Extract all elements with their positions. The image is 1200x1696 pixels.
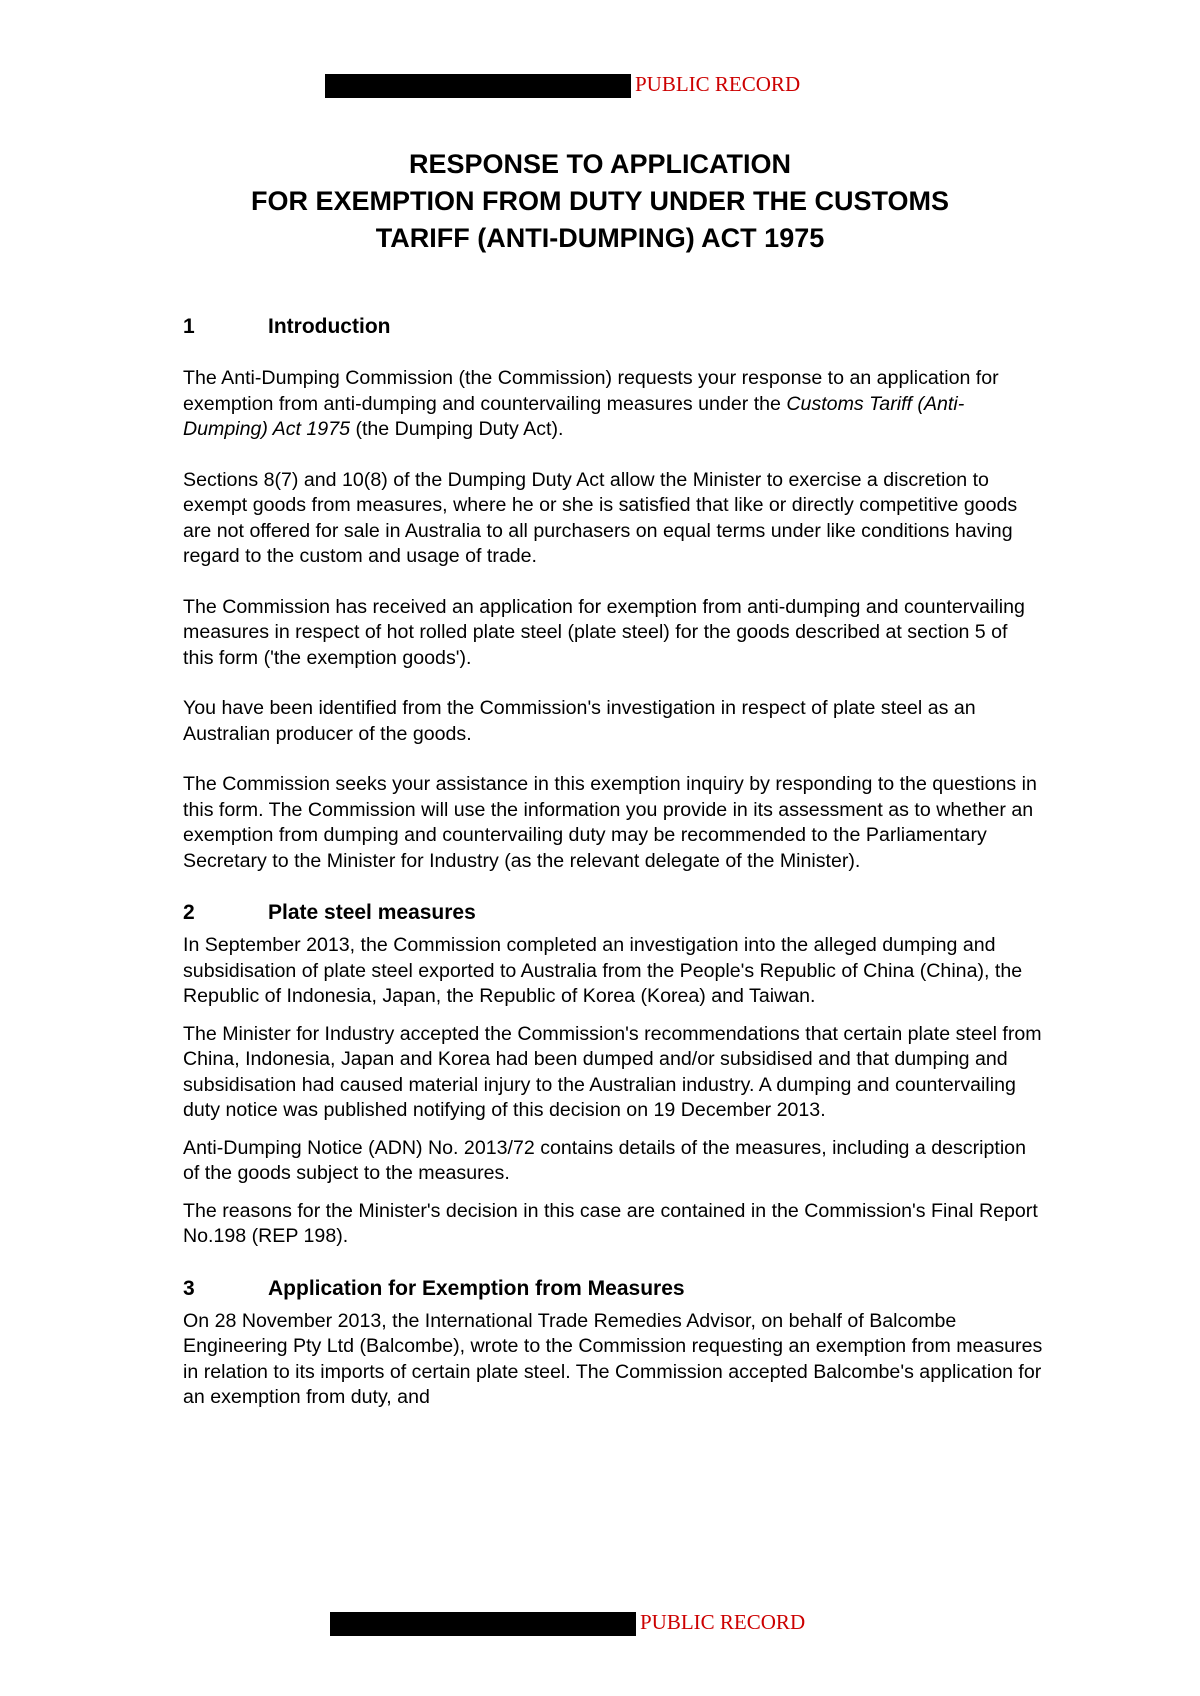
public-record-label: PUBLIC RECORD [640, 1610, 806, 1634]
section-number: 2 [183, 901, 195, 924]
paragraph-text: (the Dumping Duty Act). [350, 418, 564, 440]
document-body [183, 313, 1043, 1436]
paragraph: The Commission has received an application for exemption from anti-dumping and countervailing measures in respect of hot rolled plate steel (plate steel) for the goods described at section 5 of this form ('the exemption goods'). [183, 595, 1025, 669]
title-line-1: RESPONSE TO APPLICATION [408, 149, 792, 179]
footer-marking [0, 1606, 1200, 1636]
paragraph: Sections 8(7) and 10(8) of the Dumping Duty Act allow the Minister to exercise a discretion to exempt goods from measures, where he or she is satisfied that like or directly competitive goods are not offered for sale in Australia to all purchasers on equal terms under like conditions having regard to the custom and usage of trade. [183, 468, 1018, 567]
act-name-italic: Customs Tariff (Anti-Dumping) Act 1975 [183, 392, 965, 440]
paragraph: On 28 November 2013, the International Trade Remedies Advisor, on behalf of Balcombe Engineering Pty Ltd (Balcombe), wrote to the Commission requesting an exemption from measures in relation to its imports of certain plate steel. The Commission accepted Balcombe's application for an exemption from duty, and [183, 1309, 1043, 1408]
paragraph: The reasons for the Minister's decision in this case are contained in the Commission's Final Report No.198 (REP 198). [183, 1199, 1038, 1247]
section-heading-plate-steel-measures [183, 899, 1043, 927]
redaction-block [330, 1612, 636, 1636]
paragraph: The Commission seeks your assistance in this exemption inquiry by responding to the questions in this form. The Commission will use the information you provide in its assessment as to whether an exemption from dumping and countervailing duty may be recommended to the Parliamentary Secretary to the Minister for Industry (as the relevant delegate of the Minister). [183, 773, 1037, 872]
document-title [160, 146, 1040, 257]
title-line-3: TARIFF (ANTI-DUMPING) ACT 1975 [375, 223, 825, 253]
section-number: 1 [183, 315, 195, 338]
section-number: 3 [183, 1276, 195, 1300]
header-marking [0, 68, 1200, 98]
paragraph: In September 2013, the Commission completed an investigation into the alleged dumping and subsidisation of plate steel exported to Australia from the People's Republic of China (China), the Republic of Indonesia, Japan, the Republic of Korea (Korea) and Taiwan. [183, 934, 1023, 1007]
paragraph-text: The Anti-Dumping Commission (the Commission) requests your response to an application for exemption from anti-dumping and countervailing measures under the [183, 367, 999, 415]
paragraph [183, 366, 1043, 443]
section-title: Plate steel measures [268, 901, 476, 924]
public-record-label: PUBLIC RECORD [635, 72, 801, 96]
paragraph: The Minister for Industry accepted the Commission's recommendations that certain plate steel from China, Indonesia, Japan and Korea had been dumped and/or subsidised and that dumping and subsidisation had caused material injury to the Australian industry. A dumping and countervailing duty notice was published notifying of this decision on 19 December 2013. [183, 1022, 1042, 1121]
section-heading-application-for-exemption [183, 1275, 1043, 1303]
paragraph: Anti-Dumping Notice (ADN) No. 2013/72 contains details of the measures, including a description of the goods subject to the measures. [183, 1136, 1026, 1184]
section-heading-introduction [183, 313, 1043, 341]
section-title: Introduction [268, 315, 391, 338]
redaction-block [325, 74, 631, 98]
title-line-2: FOR EXEMPTION FROM DUTY UNDER THE CUSTOMS [250, 186, 950, 216]
paragraph: You have been identified from the Commission's investigation in respect of plate steel as an Australian producer of the goods. [183, 697, 976, 745]
section-title: Application for Exemption from Measures [268, 1276, 685, 1300]
